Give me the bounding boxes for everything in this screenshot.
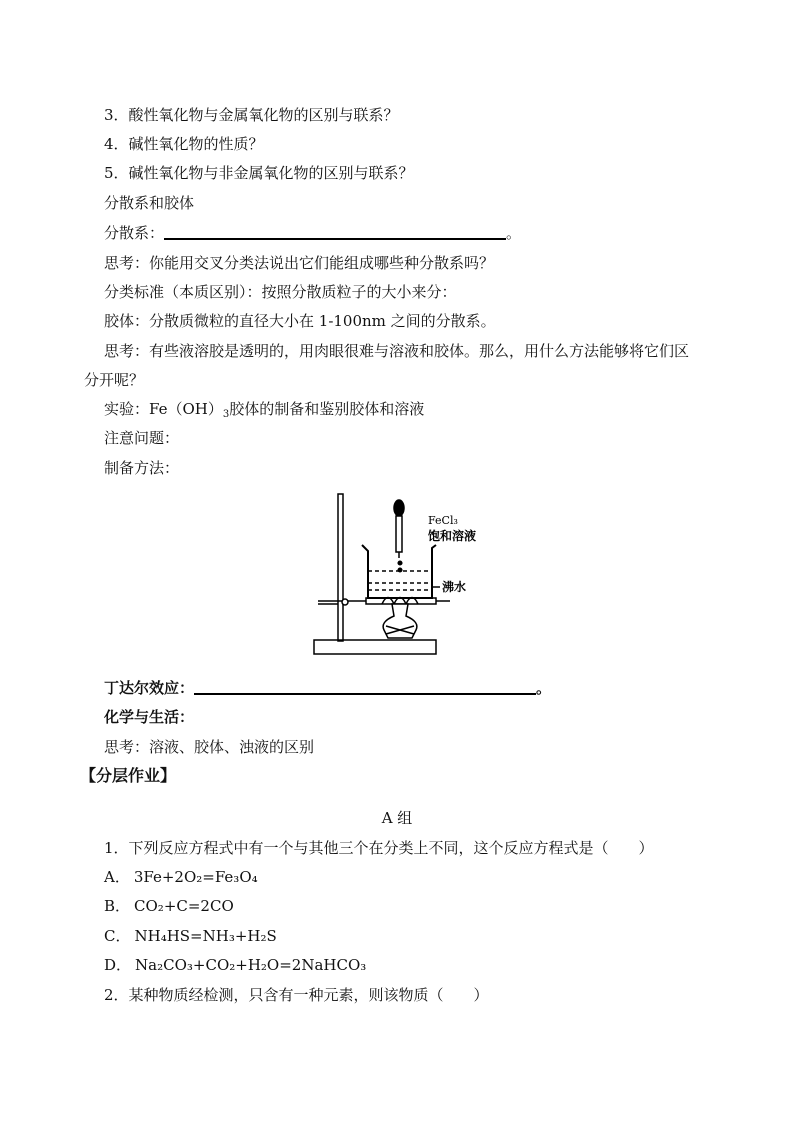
- question-mc-1: 1．下列反应方程式中有一个与其他三个在分类上不同，这个反应方程式是（ ）: [104, 839, 654, 857]
- think-3: 思考：溶液、胶体、浊液的区别: [104, 738, 315, 756]
- tyndall-line: [104, 678, 551, 698]
- dispersion-label: 分散系：: [104, 224, 165, 242]
- label-boiling-water: 沸水: [442, 580, 467, 594]
- chemistry-and-life: 化学与生活：: [104, 708, 195, 726]
- attention-label: 注意问题：: [104, 429, 180, 447]
- option-d-text: Na₂CO₃+CO₂+H₂O=2NaHCO₃: [135, 956, 367, 974]
- question-mc-2: 2．某种物质经检测，只含有一种元素，则该物质（ ）: [104, 986, 489, 1004]
- stand-rod: [338, 494, 343, 641]
- option-a-text: 3Fe+2O₂=Fe₃O₄: [133, 868, 258, 886]
- option-b-text: CO₂+C=2CO: [134, 897, 234, 915]
- stand-base: [314, 640, 436, 654]
- dropper-tube: [396, 516, 402, 552]
- option-a[interactable]: [104, 867, 258, 887]
- option-d[interactable]: [104, 955, 366, 975]
- experiment-subscript: 3: [222, 409, 230, 420]
- group-a-heading: A 组: [381, 809, 413, 827]
- tyndall-label: 丁达尔效应：: [104, 679, 195, 697]
- option-c-prefix: C．: [104, 927, 131, 945]
- apparatus-figure: [300, 488, 500, 660]
- dispersion-line: [104, 223, 521, 243]
- option-a-prefix: A．: [104, 868, 130, 886]
- tyndall-end: 。: [536, 679, 552, 697]
- option-c[interactable]: [104, 926, 277, 946]
- think-2-line-1: 思考：有些液溶胶是透明的，用肉眼很难与溶液和胶体。那么，用什么方法能够将它们区: [104, 342, 690, 360]
- colloid-definition: 胶体：分散质微粒的直径大小在 1-100nm 之间的分散系。: [104, 312, 496, 330]
- preparation-label: 制备方法：: [104, 459, 180, 477]
- classification-criterion: 分类标准（本质区别）：按照分散质粒子的大小来分：: [104, 283, 457, 301]
- option-b[interactable]: [104, 896, 234, 916]
- question-4: 4．碱性氧化物的性质？: [104, 135, 264, 153]
- dropper-bulb: [394, 500, 404, 516]
- dispersion-end: 。: [506, 224, 522, 242]
- label-fecl3: FeCl₃: [428, 514, 458, 527]
- question-5: 5．碱性氧化物与非金属氧化物的区别与联系？: [104, 164, 414, 182]
- homework-heading: 【分层作业】: [80, 766, 177, 785]
- experiment-prefix: 实验：Fe（OH）: [104, 400, 223, 418]
- think-2-line-2: 分开呢？: [84, 371, 145, 389]
- option-c-text: NH₄HS=NH₃+H₂S: [134, 927, 277, 945]
- tyndall-blank[interactable]: [194, 679, 536, 695]
- experiment-line: [104, 399, 424, 419]
- label-saturated-solution: 饱和溶液: [428, 529, 477, 543]
- dispersion-blank[interactable]: [164, 224, 506, 240]
- experiment-suffix: 胶体的制备和鉴别胶体和溶液: [229, 400, 425, 418]
- option-b-prefix: B．: [104, 897, 131, 915]
- option-d-prefix: D．: [104, 956, 132, 974]
- section-heading-dispersion: 分散系和胶体: [104, 194, 195, 212]
- question-3: 3．酸性氧化物与金属氧化物的区别与联系？: [104, 106, 399, 124]
- think-1: 思考：你能用交叉分类法说出它们能组成哪些种分散系吗？: [104, 254, 495, 272]
